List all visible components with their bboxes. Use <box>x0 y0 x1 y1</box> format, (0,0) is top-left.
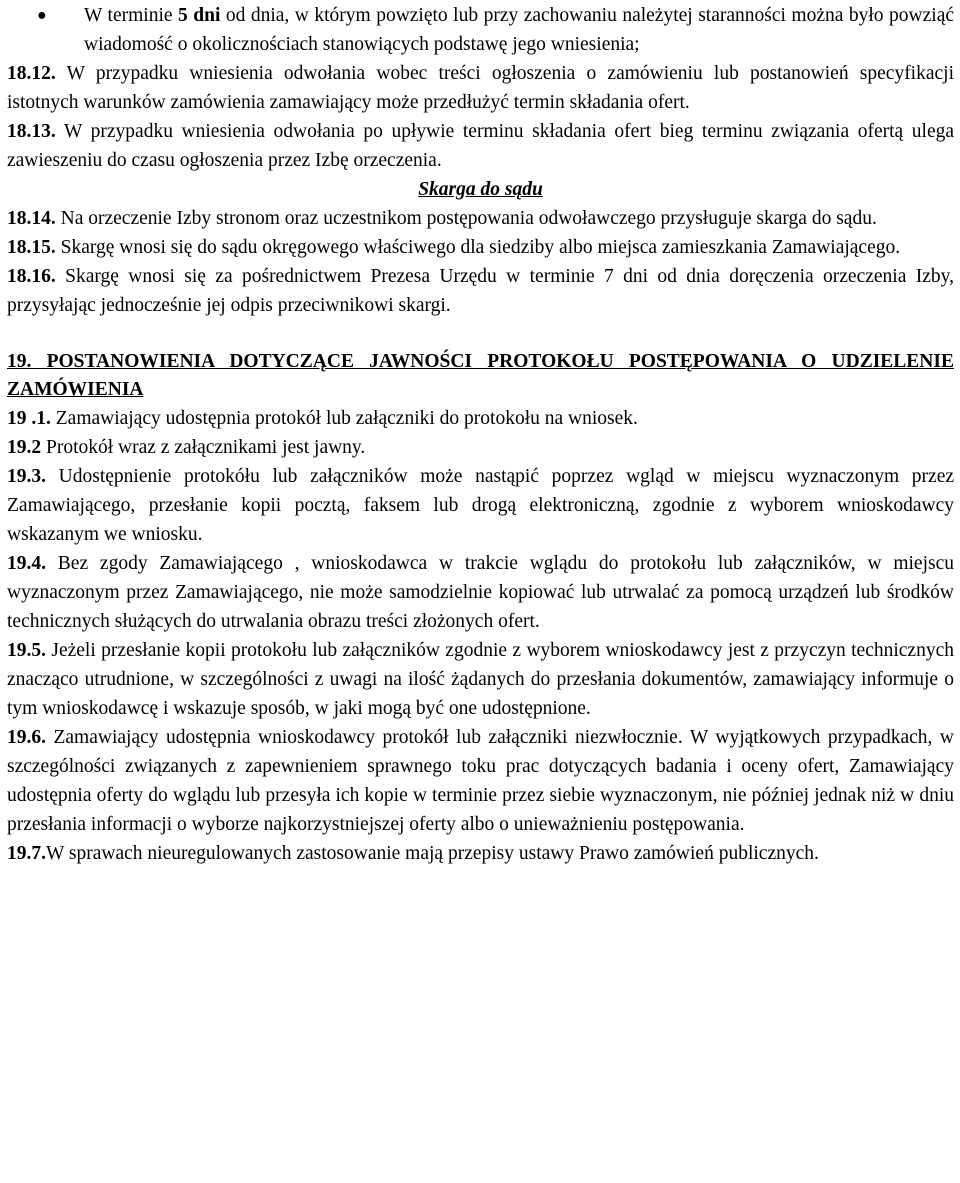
paragraph-18-14 <box>7 204 954 233</box>
bullet-dot-icon: ● <box>37 7 47 24</box>
paragraph-number: 19.3. <box>7 466 46 487</box>
paragraph-19-3 <box>7 462 954 549</box>
paragraph-number: 19.4. <box>7 553 46 574</box>
paragraph-text: W przypadku wniesienia odwołania wobec treści ogłoszenia o zamówieniu lub postanowień specyfikacji istotnych warunków zamówienia zamawiający może przedłużyć termin składania ofert. <box>7 63 954 113</box>
paragraph-19-2 <box>7 433 954 462</box>
paragraph-number: 18.13. <box>7 121 56 142</box>
paragraph-number: 19.5. <box>7 640 46 661</box>
paragraph-19-1 <box>7 404 954 433</box>
paragraph-19-7 <box>7 839 954 868</box>
paragraph-number: 18.12. <box>7 63 56 84</box>
paragraph-text: Zamawiający udostępnia wnioskodawcy protokół lub załączniki niezwłocznie. W wyjątkowych przypadkach, w szczególności związanych z zapewnieniem sprawnego toku prac dotyczących badania i oceny ofert, Zamawiający udostępnia oferty do wglądu lub przesyła ich kopie w terminie przez siebie wyznaczonym, nie później jednak niż w dniu przesłania informacji o wyborze najkorzystniejszej oferty albo o unieważnieniu postępowania. <box>7 727 954 835</box>
paragraph-18-12 <box>7 59 954 117</box>
paragraph-number: 18.14. <box>7 208 56 229</box>
paragraph-18-15 <box>7 233 954 262</box>
paragraph-text: Udostępnienie protokółu lub załączników może nastąpić poprzez wgląd w miejscu wyznaczonym przez Zamawiającego, przesłanie kopii pocztą, faksem lub drogą elektroniczną, zgodnie z wyborem wnioskodawcy wskazanym we wniosku. <box>7 466 954 545</box>
paragraph-number: 19.7. <box>7 843 46 864</box>
paragraph-text: Bez zgody Zamawiającego , wnioskodawca w trakcie wglądu do protokołu lub załączników, w miejscu wyznaczonym przez Zamawiającego, nie może samodzielnie kopiować lub utrwalać za pomocą urządzeń lub środków technicznych służących do utrwalania obrazu treści złożonych ofert. <box>7 553 954 632</box>
bullet-bold: 5 dni <box>178 5 221 26</box>
paragraph-text: W przypadku wniesienia odwołania po upływie terminu składania ofert bieg terminu związania ofertą ulega zawieszeniu do czasu ogłoszenia przez Izbę orzeczenia. <box>7 121 954 171</box>
paragraph-text: Skargę wnosi się za pośrednictwem Prezesa Urzędu w terminie 7 dni od dnia doręczenia orzeczenia Izby, przysyłając jednocześnie jej odpis przeciwnikowi skargi. <box>7 266 954 316</box>
paragraph-18-16 <box>7 262 954 320</box>
heading-skarga: Skarga do sądu <box>418 179 543 200</box>
section-19-title: 19. POSTANOWIENIA DOTYCZĄCE JAWNOŚCI PROTOKOŁU POSTĘPOWANIA O UDZIELENIE ZAMÓWIENIA <box>7 351 954 400</box>
paragraph-text: W sprawach nieuregulowanych zastosowanie mają przepisy ustawy Prawo zamówień publicznych. <box>46 843 819 864</box>
bullet-item <box>7 1 954 59</box>
bullet-text-b: od dnia, w którym powzięto lub przy zachowaniu należytej staranności można było powziąć wiadomość o okolicznościach stanowiących podstawę jego wniesienia; <box>84 5 955 55</box>
paragraph-number: 18.15. <box>7 237 56 258</box>
paragraph-number: 19.6. <box>7 727 46 748</box>
paragraph-text: Skargę wnosi się do sądu okręgowego właściwego dla siedziby albo miejsca zamieszkania Zamawiającego. <box>55 237 901 258</box>
paragraph-text: Zamawiający udostępnia protokół lub załączniki do protokołu na wniosek. <box>50 408 638 429</box>
paragraph-19-6 <box>7 723 954 839</box>
paragraph-text: Jeżeli przesłanie kopii protokołu lub załączników zgodnie z wyborem wnioskodawcy jest z przyczyn technicznych znacząco utrudnione, w szczególności z uwagi na ilość żądanych do przesłania dokumentów, zamawiający informuje o tym wnioskodawcę i wskazuje sposób, w jaki mogą być one udostępnione. <box>7 640 954 719</box>
paragraph-18-13 <box>7 117 954 175</box>
paragraph-number: 19.2 <box>7 437 42 458</box>
paragraph-number: 19 .1. <box>7 408 51 429</box>
paragraph-19-4 <box>7 549 954 636</box>
paragraph-text: Protokół wraz z załącznikami jest jawny. <box>41 437 366 458</box>
paragraph-text: Na orzeczenie Izby stronom oraz uczestnikom postępowania odwoławczego przysługuje skarga do sądu. <box>55 208 877 229</box>
bullet-text-a: W terminie <box>84 5 179 26</box>
document-page <box>0 1 960 1183</box>
paragraph-19-5 <box>7 636 954 723</box>
paragraph-number: 18.16. <box>7 266 56 287</box>
